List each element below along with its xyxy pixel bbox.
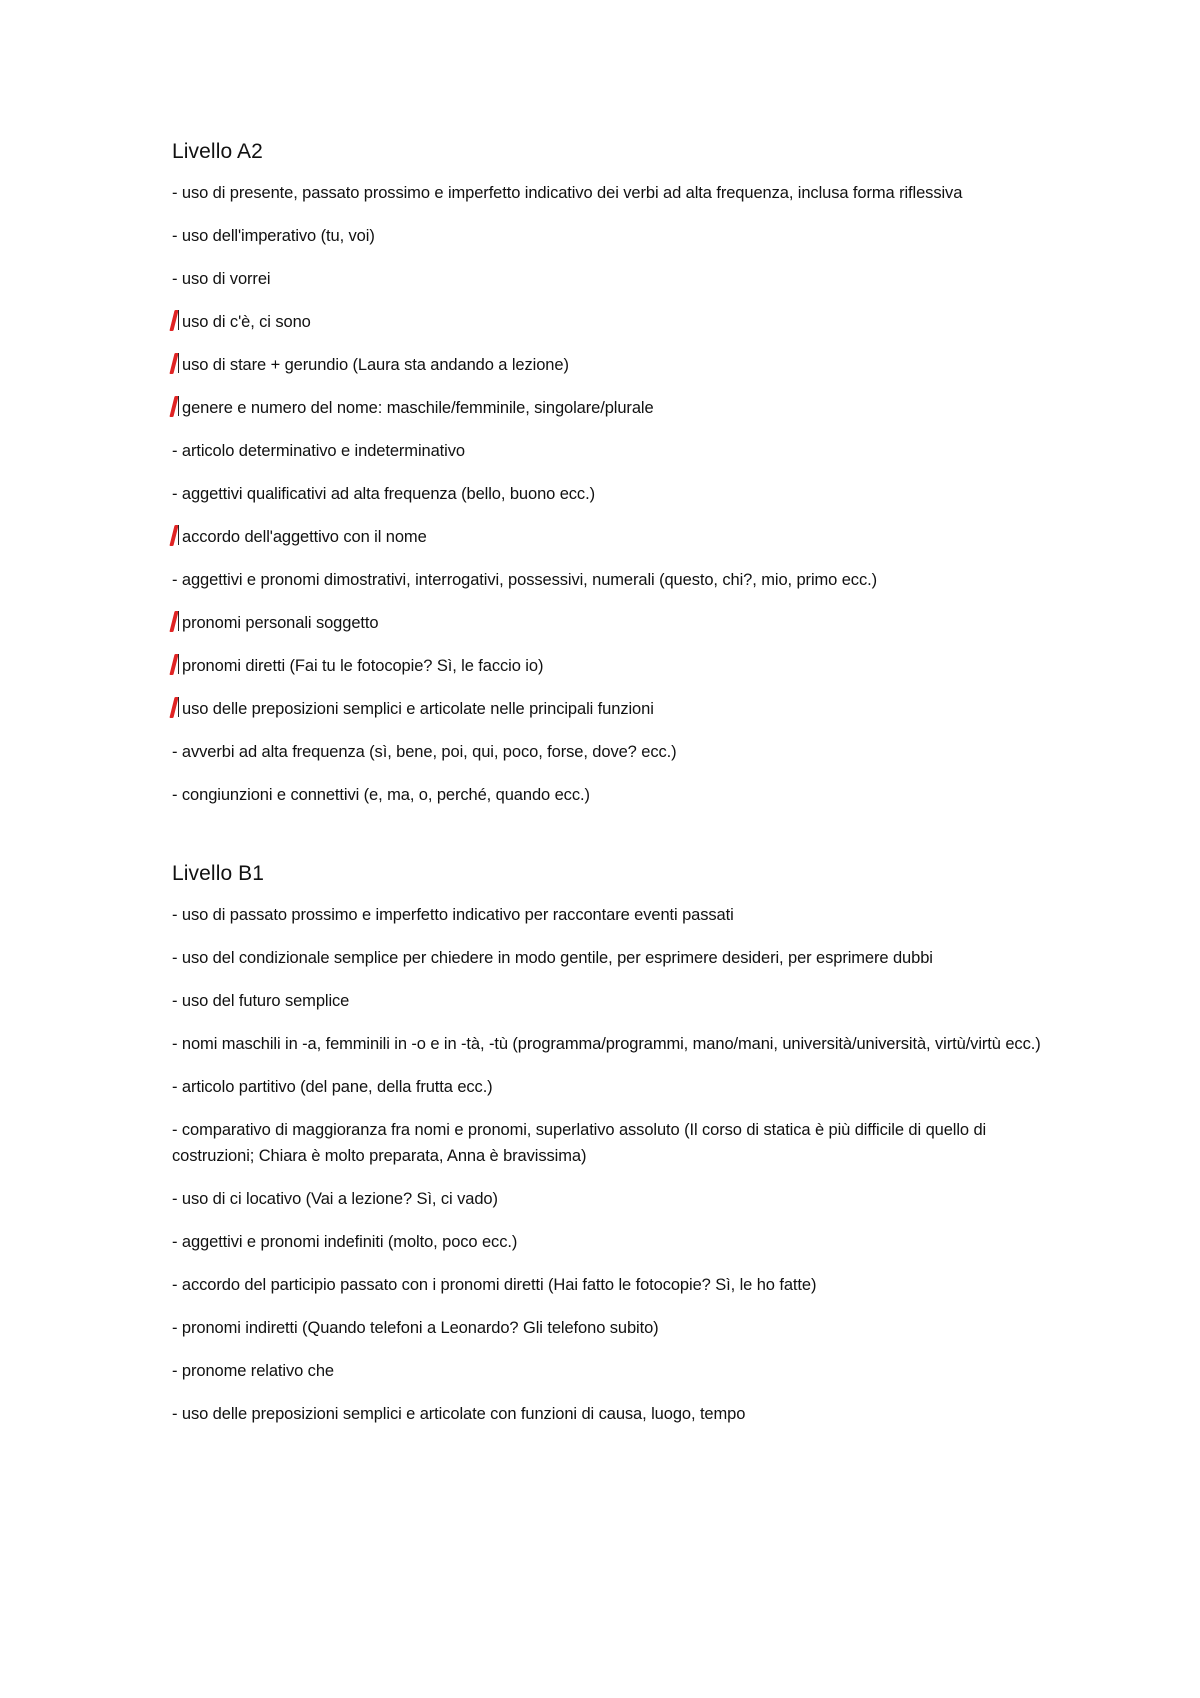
list-dash: -: [172, 442, 178, 460]
list-item: [172, 782, 1052, 808]
list-item: [172, 696, 1052, 722]
list-dash: -: [172, 270, 178, 288]
list-item-text: uso di passato prossimo e imperfetto indicativo per raccontare eventi passati: [181, 906, 734, 924]
list-item-text: accordo dell'aggettivo con il nome: [182, 528, 427, 546]
list-item: [172, 567, 1052, 593]
list-dash: -: [172, 184, 178, 202]
list-item: [172, 481, 1052, 507]
section-livello-a2: [172, 140, 1052, 808]
list-item-text: uso di vorrei: [181, 270, 271, 288]
list-item-text: accordo del participio passato con i pronomi diretti (Hai fatto le fotocopie? Sì, le ho fatte): [181, 1276, 817, 1294]
list-item: [172, 223, 1052, 249]
list-dash: -: [172, 1405, 178, 1423]
list-item-text: articolo determinativo e indeterminativo: [181, 442, 465, 460]
list-item-text: comparativo di maggioranza fra nomi e pronomi, superlativo assoluto (Il corso di statica è più difficile di quello di costruzioni; Chiara è molto preparata, Anna è bravissima): [172, 1121, 987, 1165]
list-item: [172, 1031, 1052, 1057]
list-item-text: uso di c'è, ci sono: [182, 313, 311, 331]
list-item: [172, 988, 1052, 1014]
list-dash: -: [172, 992, 178, 1010]
list-item: [172, 180, 1052, 206]
list-dash: -: [172, 1362, 178, 1380]
list-dash: -: [172, 485, 178, 503]
list-item: [172, 1401, 1052, 1427]
list-item: [172, 1358, 1052, 1384]
list-item-text: uso delle preposizioni semplici e articolate con funzioni di causa, luogo, tempo: [181, 1405, 746, 1423]
list-item-text: uso di stare + gerundio (Laura sta andando a lezione): [182, 356, 569, 374]
list-item-text: congiunzioni e connettivi (e, ma, o, perché, quando ecc.): [181, 786, 590, 804]
item-list-a2: [172, 180, 1052, 808]
list-item: [172, 1315, 1052, 1341]
section-title-a2: Livello A2: [172, 140, 263, 163]
list-item: [172, 438, 1052, 464]
list-item: [172, 610, 1052, 636]
list-item: [172, 1117, 1052, 1169]
list-item-text: uso del condizionale semplice per chiedere in modo gentile, per esprimere desideri, per esprimere dubbi: [181, 949, 933, 967]
list-dash: -: [172, 786, 178, 804]
list-item-text: avverbi ad alta frequenza (sì, bene, poi, qui, poco, forse, dove? ecc.): [181, 743, 677, 761]
list-item-text: pronome relativo che: [181, 1362, 334, 1380]
list-item: [172, 1272, 1052, 1298]
section-title-b1: Livello B1: [172, 862, 265, 885]
section-livello-b1: [172, 862, 1052, 1427]
list-item: [172, 395, 1052, 421]
list-item-text: uso delle preposizioni semplici e articolate nelle principali funzioni: [182, 700, 654, 718]
list-item-text: pronomi personali soggetto: [182, 614, 379, 632]
list-dash: -: [172, 1035, 178, 1053]
list-dash: -: [172, 1121, 178, 1139]
list-item-text: aggettivi qualificativi ad alta frequenza (bello, buono ecc.): [181, 485, 595, 503]
list-item-text: genere e numero del nome: maschile/femminile, singolare/plurale: [182, 399, 654, 417]
item-list-b1: [172, 902, 1052, 1427]
list-item: [172, 1074, 1052, 1100]
list-dash: -: [172, 1233, 178, 1251]
list-item-text: uso di presente, passato prossimo e imperfetto indicativo dei verbi ad alta frequenza, inclusa forma riflessiva: [181, 184, 963, 202]
list-dash: -: [172, 1078, 178, 1096]
list-item-text: pronomi diretti (Fai tu le fotocopie? Sì, le faccio io): [182, 657, 544, 675]
list-item: [172, 945, 1052, 971]
list-dash: -: [172, 743, 178, 761]
list-item: [172, 1229, 1052, 1255]
list-item: [172, 309, 1052, 335]
list-item-text: aggettivi e pronomi dimostrativi, interrogativi, possessivi, numerali (questo, chi?, mio, primo ecc.): [181, 571, 877, 589]
list-dash: -: [172, 571, 178, 589]
list-item: [172, 902, 1052, 928]
list-item: [172, 739, 1052, 765]
list-item: [172, 352, 1052, 378]
list-item-text: uso del futuro semplice: [181, 992, 350, 1010]
list-item-text: aggettivi e pronomi indefiniti (molto, poco ecc.): [181, 1233, 518, 1251]
list-dash: -: [172, 1319, 178, 1337]
list-item-text: uso dell'imperativo (tu, voi): [181, 227, 375, 245]
list-dash: -: [172, 1276, 178, 1294]
list-item: [172, 524, 1052, 550]
list-item-text: articolo partitivo (del pane, della frutta ecc.): [181, 1078, 493, 1096]
list-item: [172, 1186, 1052, 1212]
list-dash: -: [172, 227, 178, 245]
document-page: [172, 140, 1052, 1444]
list-item-text: nomi maschili in -a, femminili in -o e in -tà, -tù (programma/programmi, mano/mani, università/università, virtù/virtù ecc.): [181, 1035, 1041, 1053]
list-item-text: uso di ci locativo (Vai a lezione? Sì, ci vado): [181, 1190, 498, 1208]
list-dash: -: [172, 906, 178, 924]
list-dash: -: [172, 949, 178, 967]
list-item-text: pronomi indiretti (Quando telefoni a Leonardo? Gli telefono subito): [181, 1319, 659, 1337]
list-item: [172, 266, 1052, 292]
list-dash: -: [172, 1190, 178, 1208]
list-item: [172, 653, 1052, 679]
